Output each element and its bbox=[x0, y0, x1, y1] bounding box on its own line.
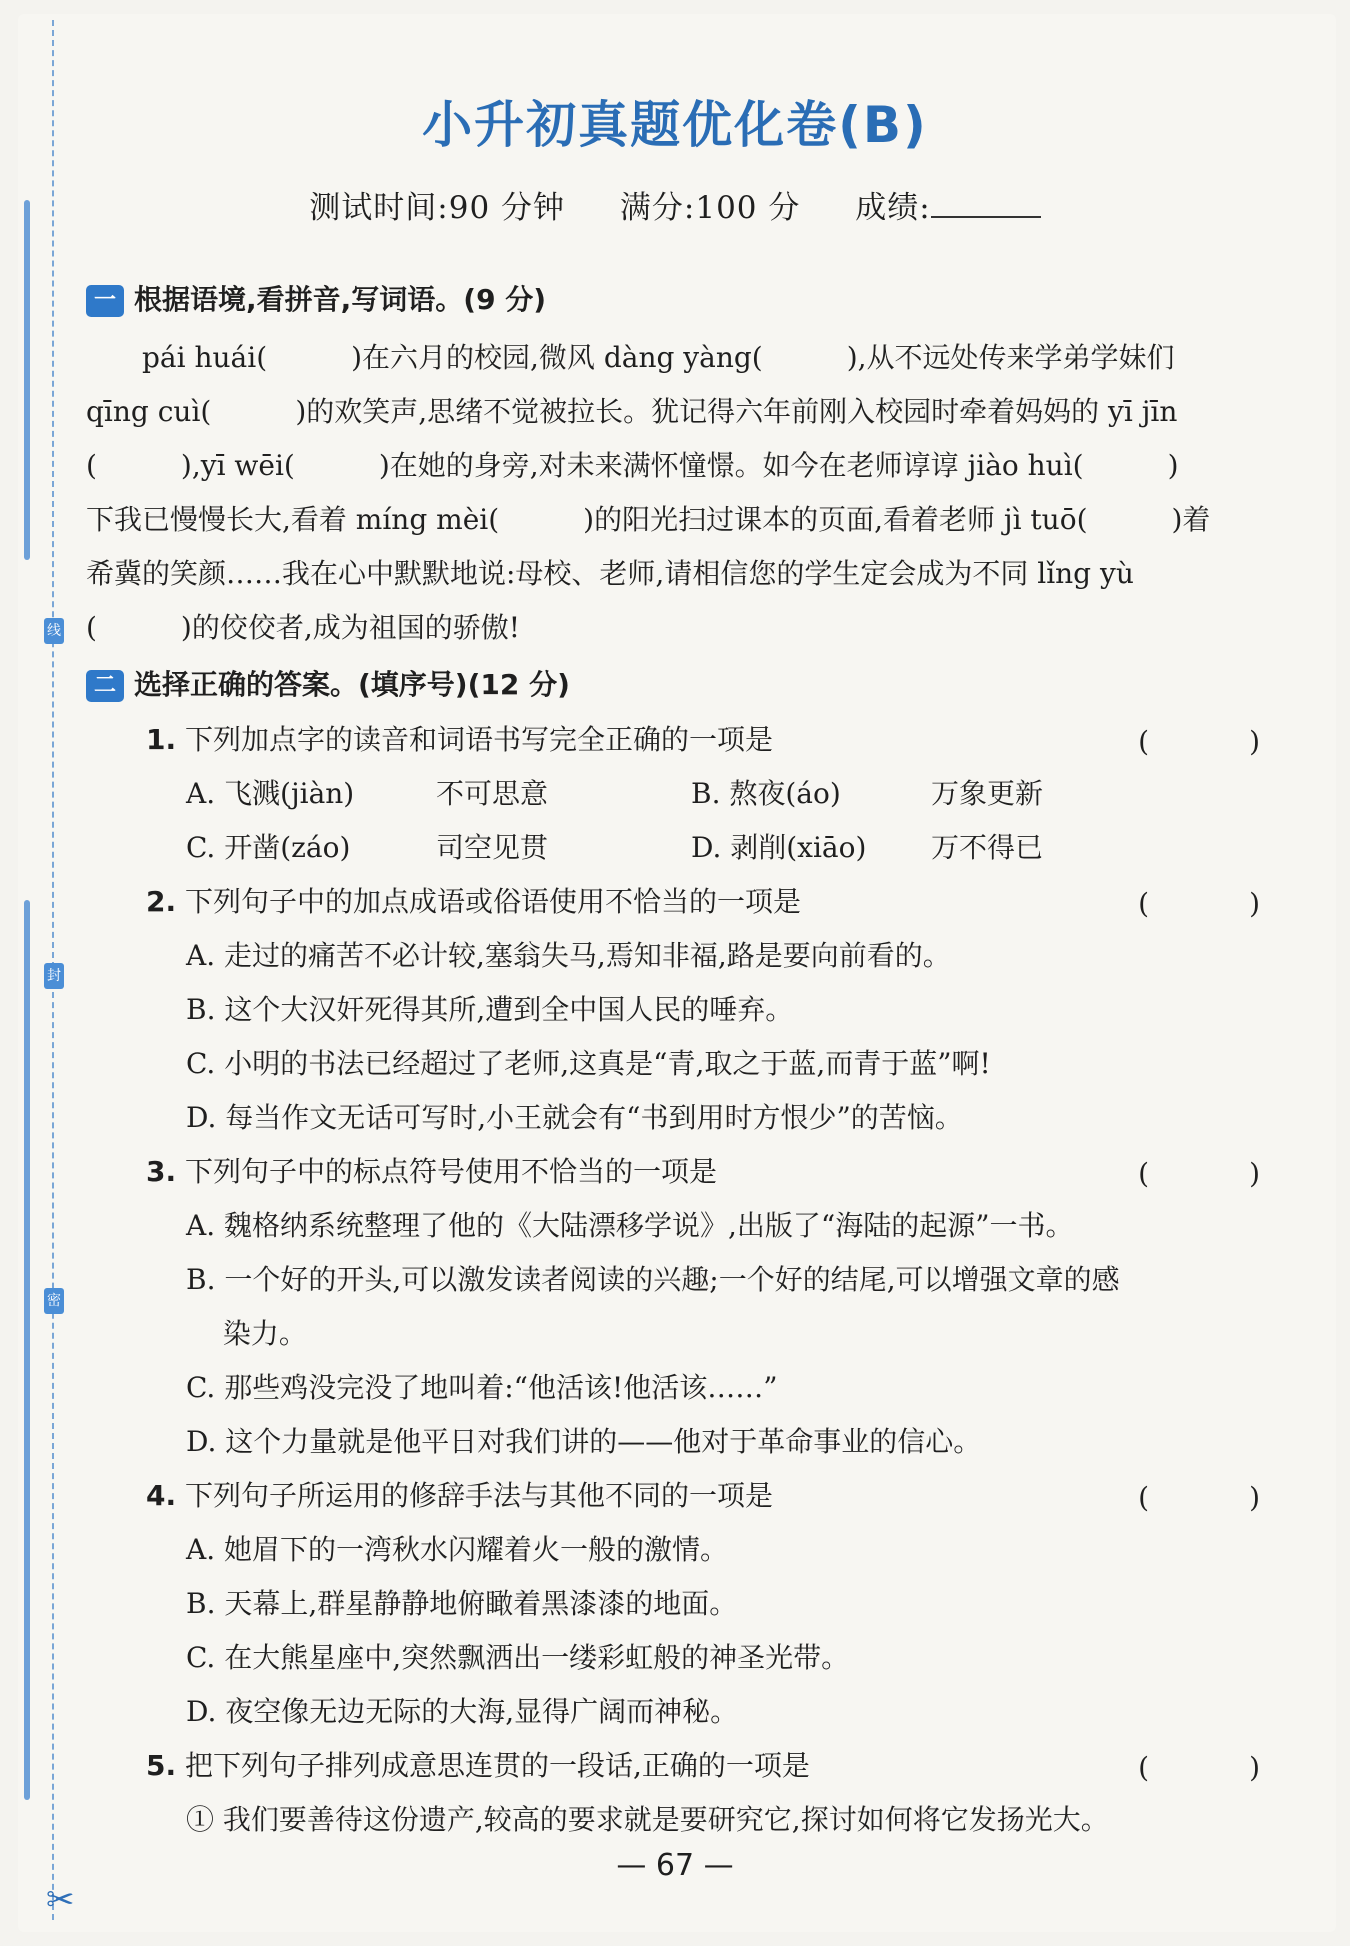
q3-option: A. 魏格纳系统整理了他的《大陆漂移学说》,出版了“海陆的起源”一书。 bbox=[186, 1209, 1074, 1242]
pinyin-line: ( )的佼佼者,成为祖国的骄傲! bbox=[86, 611, 521, 644]
pinyin-line: ( ),yī wēi( )在她的身旁,对未来满怀憧憬。如今在老师谆谆 jiào huì( ) bbox=[86, 449, 1179, 482]
section-badge: 二 bbox=[86, 670, 124, 702]
test-time: 测试时间:90 分钟 bbox=[309, 190, 566, 226]
gutter-mark-mi: 密 bbox=[44, 1288, 64, 1314]
q2-option: B. 这个大汉奸死得其所,遭到全中国人民的唾弃。 bbox=[186, 993, 794, 1026]
gutter-mark-xian: 线 bbox=[44, 618, 64, 644]
q2-option: A. 走过的痛苦不必计较,塞翁失马,焉知非福,路是要向前看的。 bbox=[186, 939, 951, 972]
gutter-bar bbox=[24, 900, 30, 1800]
q3-option: C. 那些鸡没完没了地叫着:“他活该!他活该……” bbox=[186, 1371, 778, 1404]
page-title: 小升初真题优化卷(B) bbox=[422, 96, 928, 154]
question-1: 1. 下列加点字的读音和词语书写完全正确的一项是 bbox=[146, 723, 774, 756]
pinyin-line: 下我已慢慢长大,看着 míng mèi( )的阳光扫过课本的页面,看着老师 jì tuō( )着 bbox=[86, 503, 1211, 536]
scissors-icon: ✂ bbox=[46, 1880, 75, 1920]
q4-option: D. 夜空像无边无际的大海,显得广阔而神秘。 bbox=[186, 1695, 739, 1728]
test-meta bbox=[0, 182, 1350, 227]
pinyin-line: pái huái( )在六月的校园,微风 dàng yàng( ),从不远处传来学弟学妹们 bbox=[86, 341, 1175, 374]
q5-sentence: ① 我们要善待这份遗产,较高的要求就是要研究它,探讨如何将它发扬光大。 bbox=[186, 1803, 1109, 1836]
binding-gutter bbox=[24, 20, 75, 1920]
answer-blank[interactable]: ( ) bbox=[1138, 725, 1296, 758]
pinyin-line: qīng cuì( )的欢笑声,思绪不觉被拉长。犹记得六年前刚入校园时牵着妈妈的 yī jīn bbox=[86, 395, 1178, 428]
pinyin-line: 希冀的笑颜……我在心中默默地说:母校、老师,请相信您的学生定会成为不同 lǐng yù bbox=[86, 557, 1134, 590]
gutter-mark-feng: 封 bbox=[44, 963, 64, 989]
page-number: — 67 — bbox=[616, 1848, 734, 1883]
q4-option: C. 在大熊星座中,突然飘洒出一缕彩虹般的神圣光带。 bbox=[186, 1641, 850, 1674]
question-2: 2. 下列句子中的加点成语或俗语使用不恰当的一项是 bbox=[146, 885, 802, 918]
answer-blank[interactable]: ( ) bbox=[1138, 1751, 1296, 1784]
q4-option: A. 她眉下的一湾秋水闪耀着火一般的激情。 bbox=[186, 1533, 729, 1566]
answer-blank[interactable]: ( ) bbox=[1138, 1157, 1296, 1190]
answer-blank[interactable]: ( ) bbox=[1138, 887, 1296, 920]
q1-options-row: A. 飞溅(jiàn) 不可思意 B. 熬夜(áo) 万象更新 bbox=[186, 777, 1044, 810]
q4-option: B. 天幕上,群星静静地俯瞰着黑漆漆的地面。 bbox=[186, 1587, 738, 1620]
q3-option: 染力。 bbox=[186, 1317, 307, 1350]
question-5: 5. 把下列句子排列成意思连贯的一段话,正确的一项是 bbox=[146, 1749, 810, 1782]
gutter-bar bbox=[24, 200, 30, 560]
full-score: 满分:100 分 bbox=[619, 190, 801, 226]
question-4: 4. 下列句子所运用的修辞手法与其他不同的一项是 bbox=[146, 1479, 774, 1512]
section-badge: 一 bbox=[86, 285, 124, 317]
q2-option: D. 每当作文无话可写时,小王就会有“书到用时方恨少”的苦恼。 bbox=[186, 1101, 963, 1134]
q1-options-row: C. 开凿(záo) 司空见贯 D. 剥削(xiāo) 万不得已 bbox=[186, 831, 1044, 864]
question-3: 3. 下列句子中的标点符号使用不恰当的一项是 bbox=[146, 1155, 718, 1188]
score-blank[interactable] bbox=[931, 194, 1041, 218]
answer-blank[interactable]: ( ) bbox=[1138, 1481, 1296, 1514]
q2-option: C. 小明的书法已经超过了老师,这真是“青,取之于蓝,而青于蓝”啊! bbox=[186, 1047, 991, 1080]
q3-option: B. 一个好的开头,可以激发读者阅读的兴趣;一个好的结尾,可以增强文章的感 bbox=[186, 1263, 1120, 1296]
score-label: 成绩: bbox=[855, 190, 1040, 226]
section-2-heading: 二 选择正确的答案。(填序号)(12 分) bbox=[86, 665, 1296, 705]
section-1-heading: 一 根据语境,看拼音,写词语。(9 分) bbox=[86, 280, 1296, 320]
q3-option: D. 这个力量就是他平日对我们讲的——他对于革命事业的信心。 bbox=[186, 1425, 982, 1458]
